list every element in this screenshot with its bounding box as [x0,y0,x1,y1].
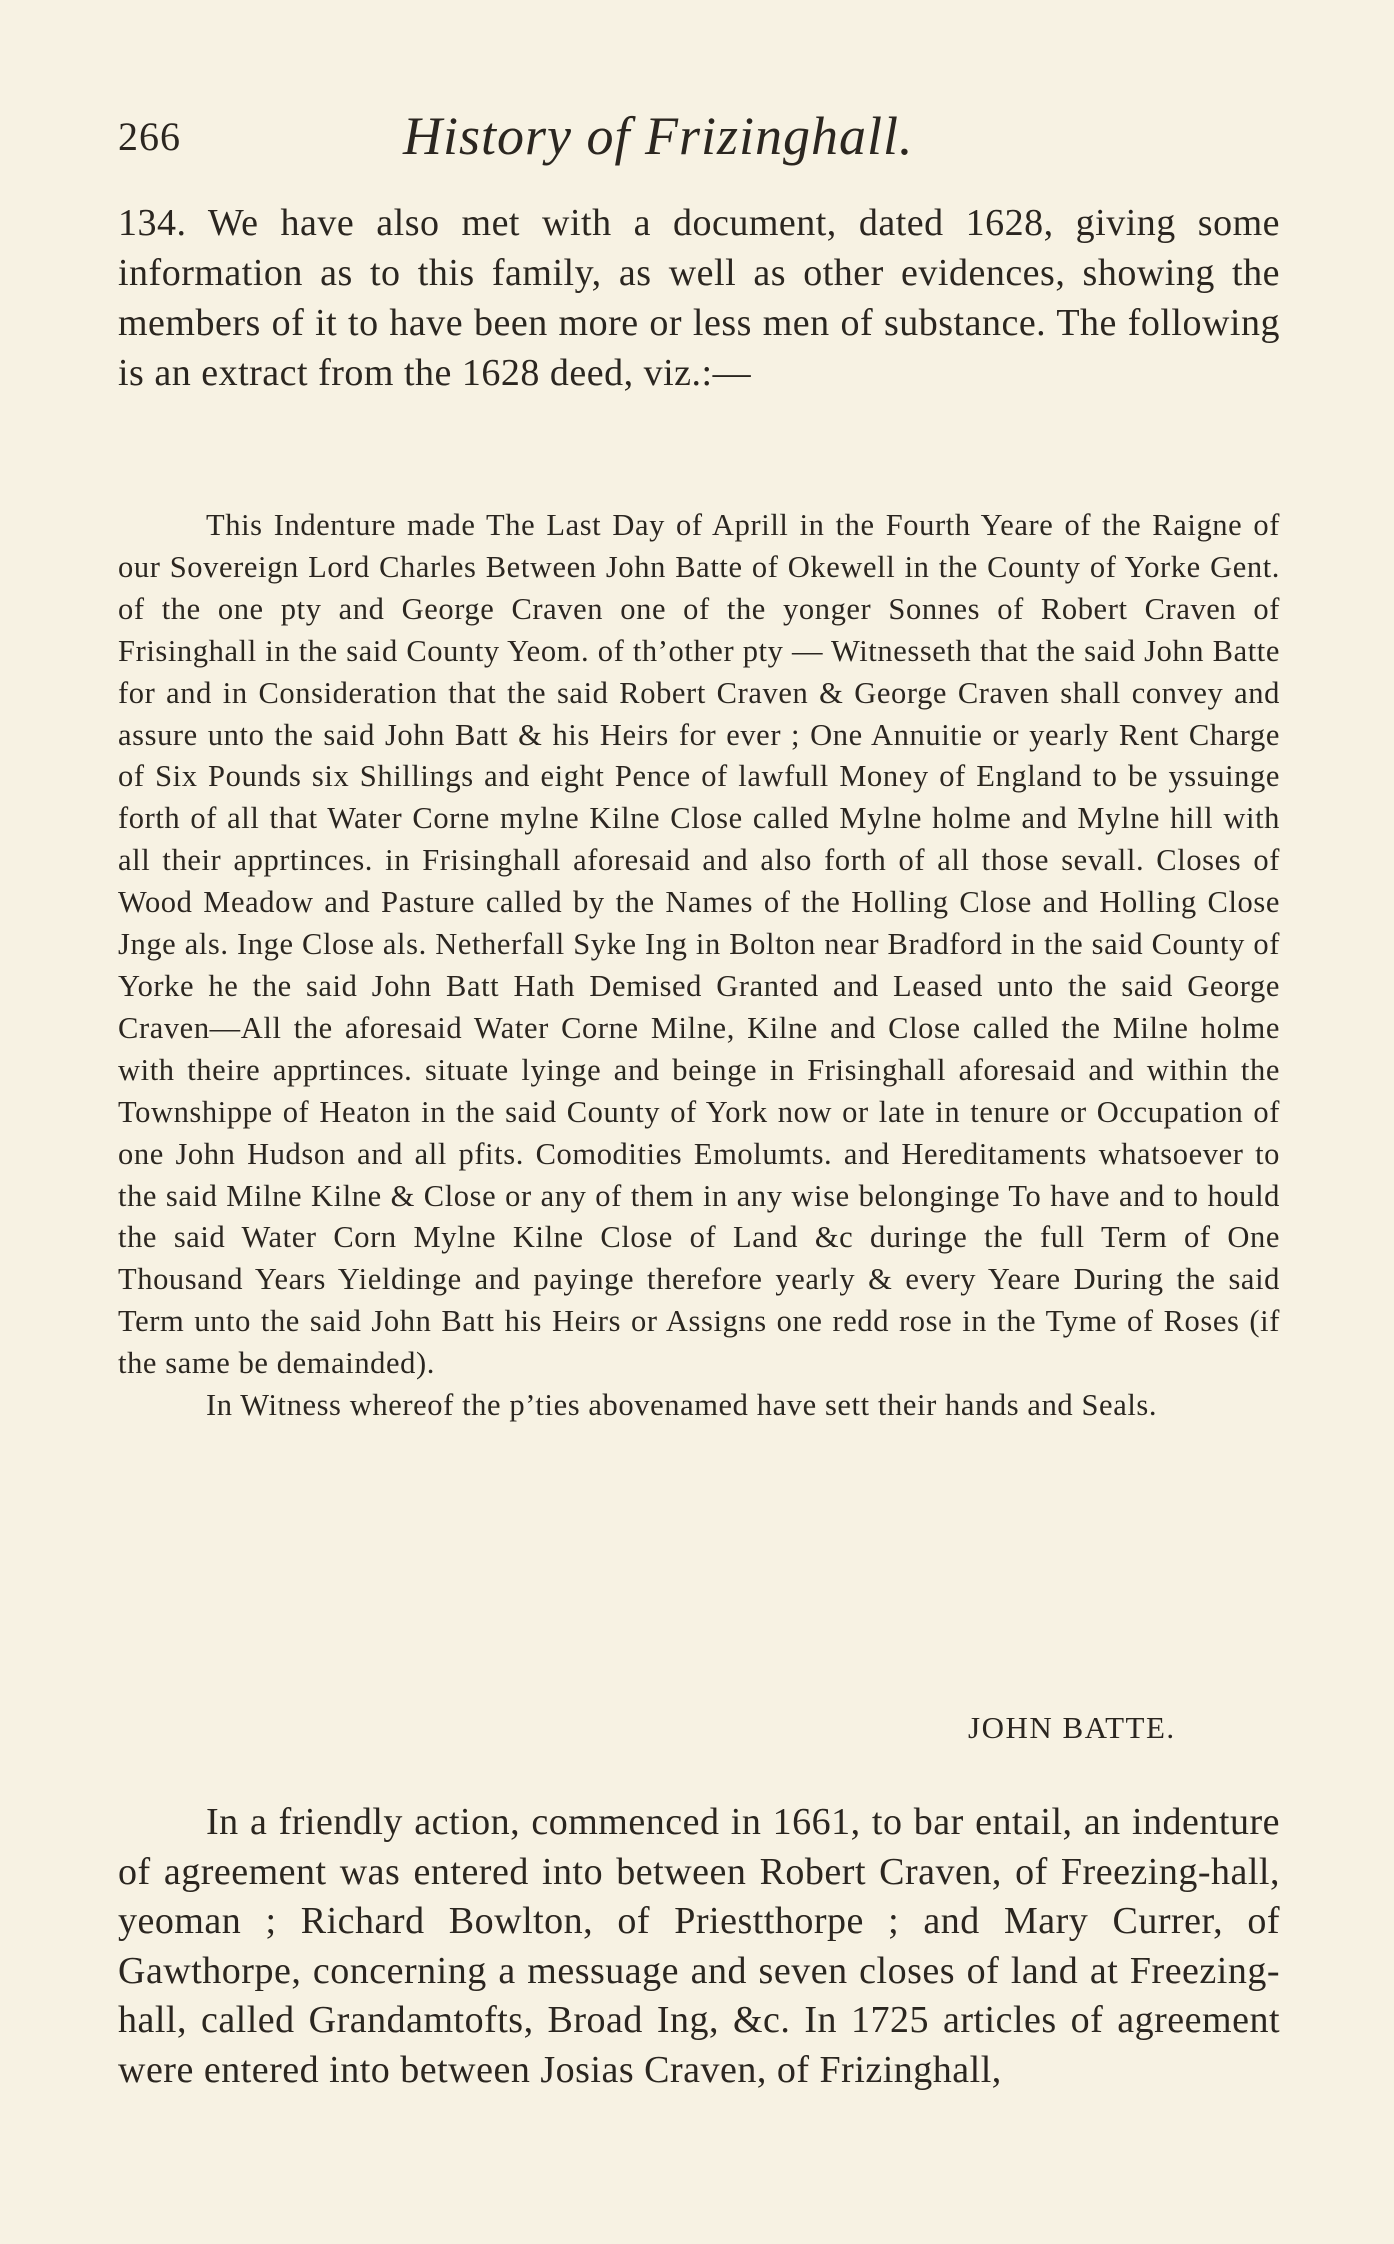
deed-body: This Indenture made The Last Day of Aprill in the Fourth Yeare of the Raigne of our Sovereign Lord Charles Between John Batte of Okewell in the County of Yorke Gent. of the one pty and George Craven one of the yonger Sonnes of Robert Craven of Frisinghall in the said County Yeom. of th’other pty — Witnesseth that the said John Batte for and in Consideration that the said Robert Craven & George Craven shall convey and assure unto the said John Batt & his Heirs for ever ; One Annuitie or yearly Rent Charge of Six Pounds six Shillings and eight Pence of lawfull Money of England to be yssuinge forth of all that Water Corne mylne Kilne Close called Mylne holme and Mylne hill with all their apprtinces. in Frisinghall aforesaid and also forth of all those sevall. Closes of Wood Meadow and Pasture called by the Names of the Holling Close and Holling Close Jnge als. Inge Close als. Netherfall Syke Ing in Bolton near Bradford in the said County of Yorke he the said John Batt Hath Demised Granted and Leased unto the said George Craven—All the aforesaid Water Corne Milne, Kilne and Close called the Milne holme with theire apprtinces. situate lyinge and beinge in Frisinghall aforesaid and within the Townshippe of Heaton in the said County of York now or late in tenure or Occupation of one John Hudson and all pfits. Comodities Emolumts. and Hereditaments whatsoever to the said Milne Kilne & Close or any of them in any wise belonginge To have and to hould the said Water Corn Mylne Kilne Close of Land &c duringe the full Term of One Thousand Years Yieldinge and payinge therefore yearly & every Yeare During the said Term unto the said John Batt his Heirs or Assigns one redd rose in the Tyme of Roses (if the same be demainded). [118,508,1280,1381]
running-title: History of Frizinghall. [403,106,914,166]
intro-paragraph-block [118,198,1280,398]
deed-witness-clause: In Witness whereof the p’ties abovenamed have sett their hands and Seals. [206,1388,1158,1423]
closing-paragraph: In a friendly action, commenced in 1661, to bar entail, an indenture of agreement was entered into between Robert Craven, of Freezing-hall, yeoman ; Richard Bowlton, of Priestthorpe ; and Mary Currer, of Gawthorpe, concerning a messuage and seven closes of land at Freezing-hall, called Grandamtofts, Broad Ing, &c. In 1725 articles of agreement were entered into between Josias Craven, of Frizinghall, [118,1801,1280,2091]
intro-paragraph: 134. We have also met with a document, dated 1628, giving some information as to this family, as well as other evidences, showing the members of it to have been more or less men of substance. The following is an extract from the 1628 deed, viz.:— [118,202,1280,394]
deed-extract [118,505,1280,1427]
page-header [118,105,1278,175]
deed-signature: JOHN BATTE. [968,1710,1176,1745]
page-number: 266 [118,114,181,159]
closing-paragraph-block [118,1798,1280,2095]
